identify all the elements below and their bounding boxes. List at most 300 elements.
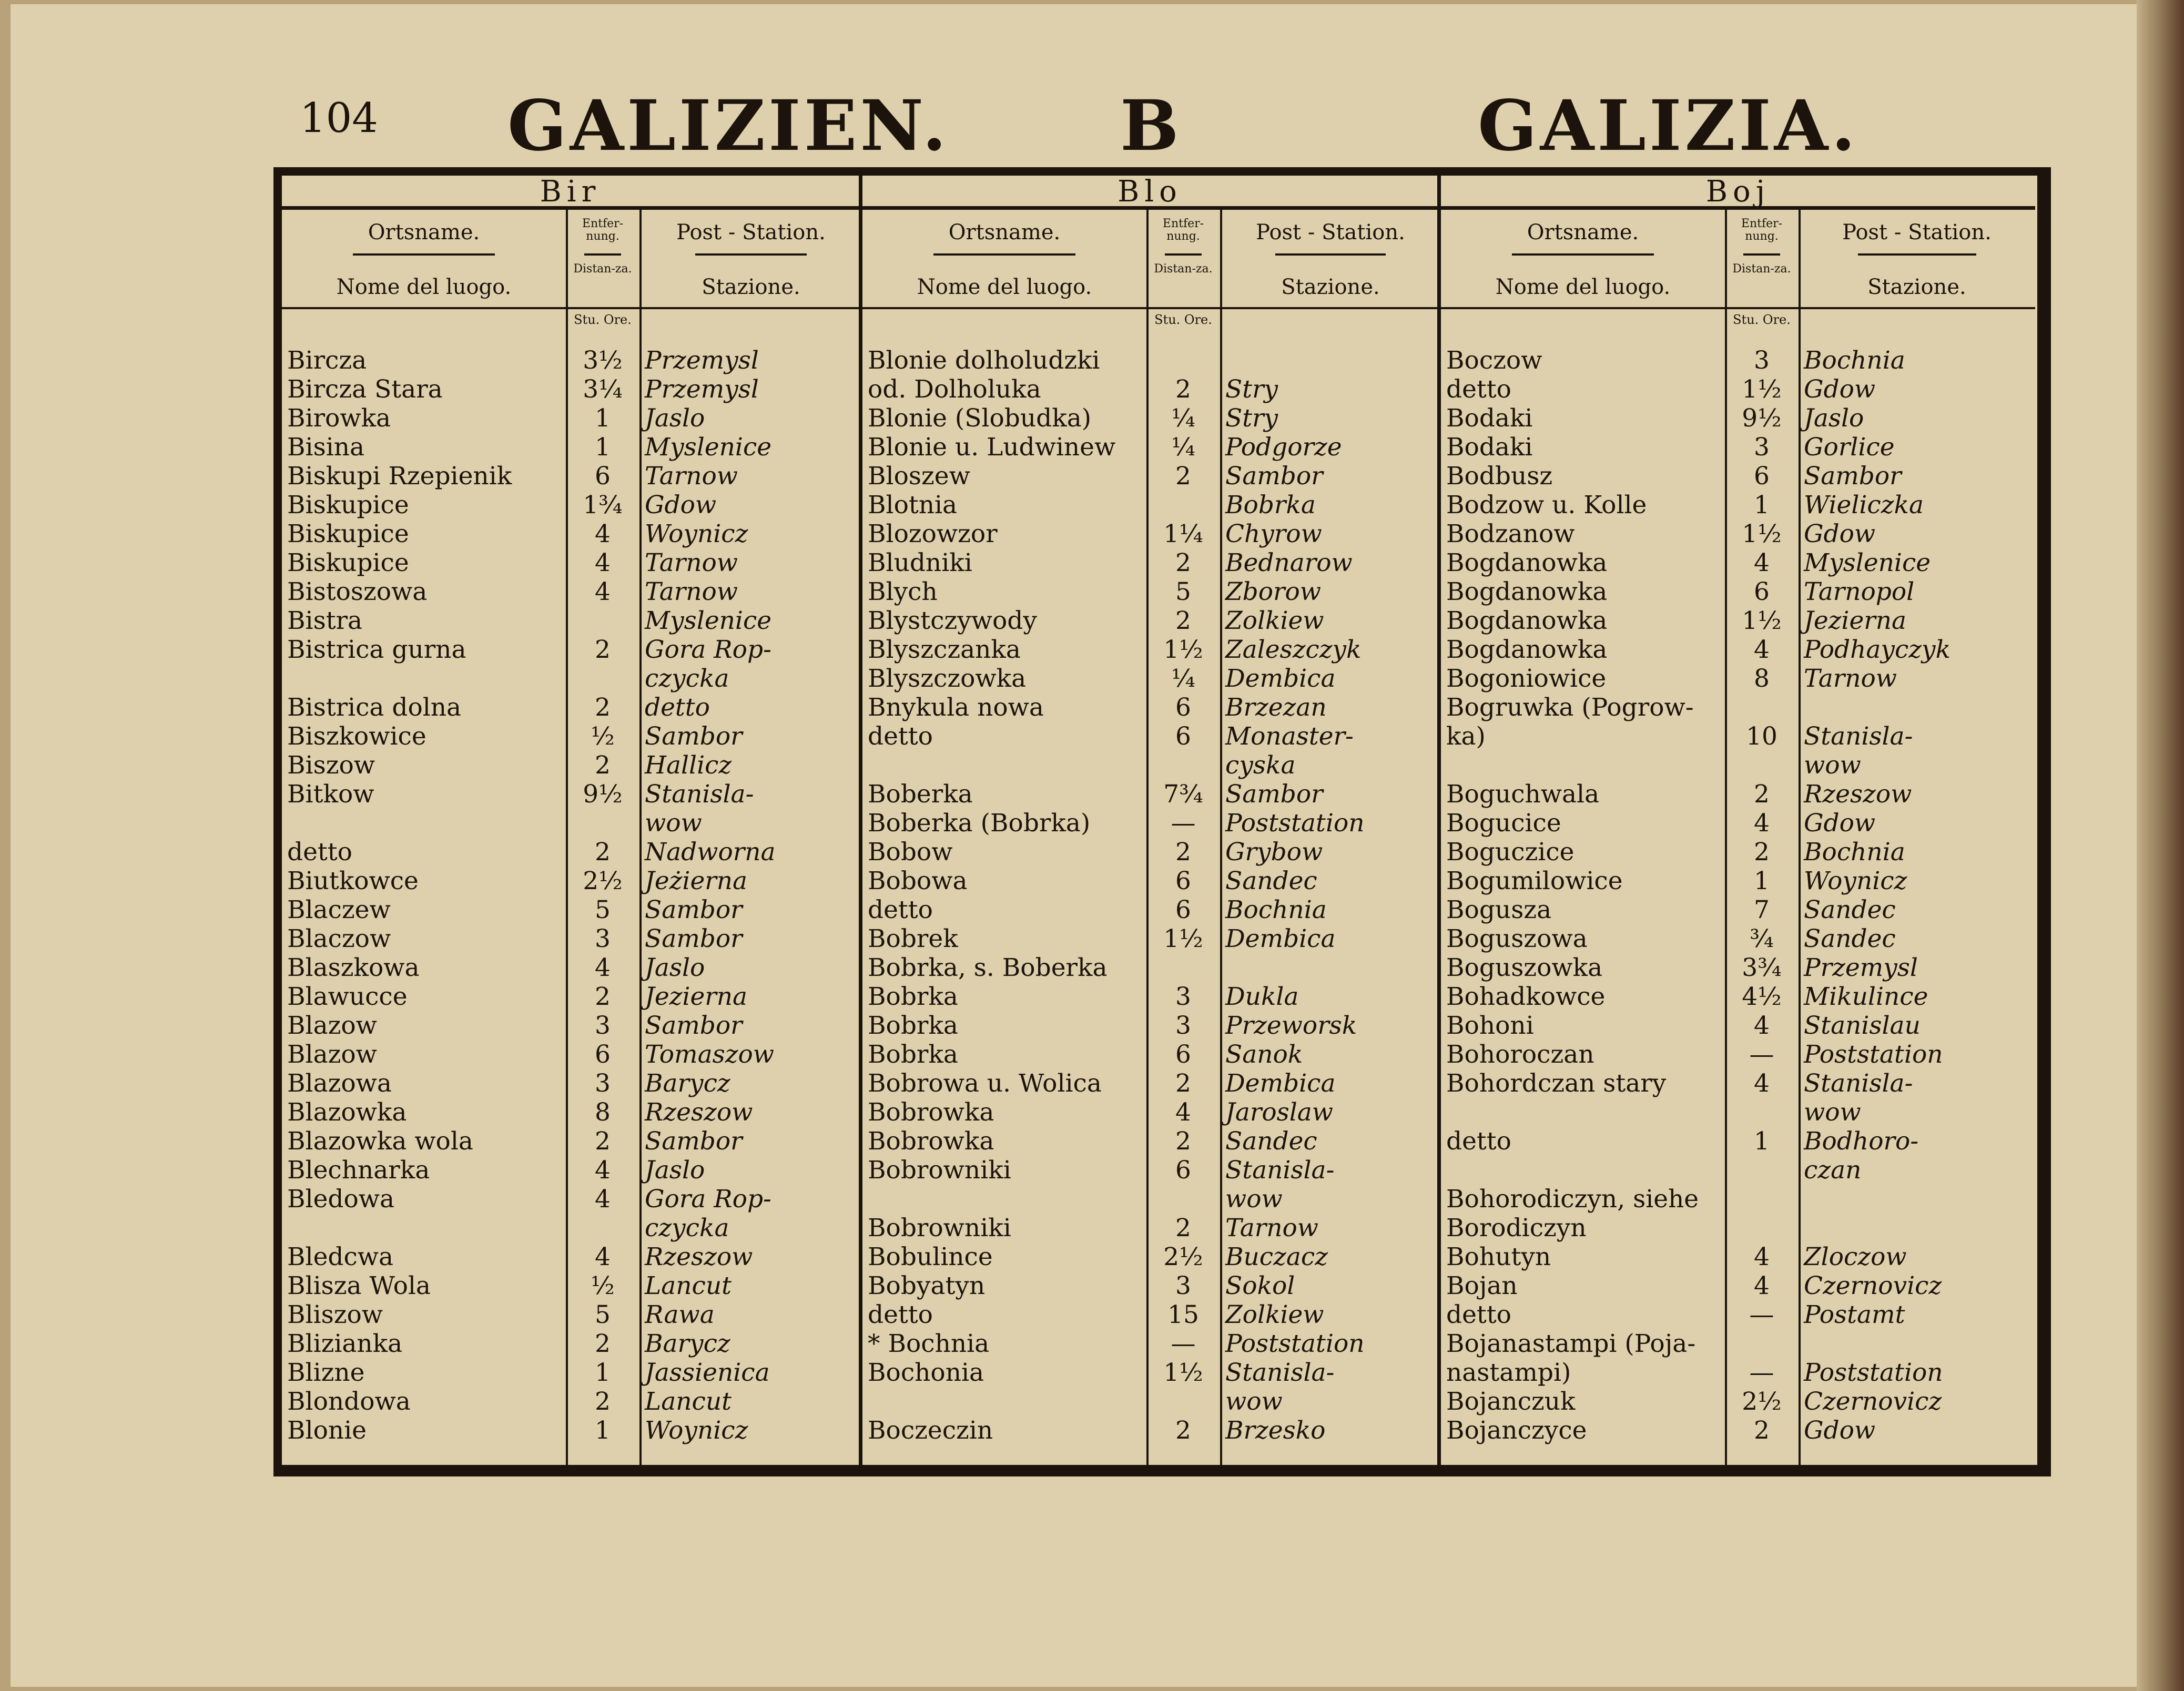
header-rule (1165, 253, 1202, 256)
table-row (862, 519, 1437, 548)
place-name: Bodzow u. Kolle (1446, 491, 1647, 519)
table-row (282, 1185, 859, 1214)
section-0 (282, 167, 862, 1465)
name-column-header-german: Ortsname. (948, 220, 1061, 245)
table-row (1441, 1329, 2035, 1358)
table-row (1441, 606, 2035, 635)
distance-value: 1½ (1742, 375, 1782, 404)
place-name: Bisina (287, 433, 365, 462)
distance-value: 1 (1754, 867, 1770, 895)
distance-value: 2 (1754, 780, 1770, 809)
post-station: Woynicz (645, 519, 748, 548)
distance-value: 3 (1175, 1011, 1191, 1040)
table-row (282, 1011, 859, 1040)
post-station: Sandec (1225, 867, 1317, 895)
place-name: Bohadkowce (1446, 982, 1606, 1011)
name-column-header (1441, 212, 1725, 307)
table-row (1441, 895, 2035, 924)
place-name: Bodaki (1446, 433, 1533, 462)
post-station: Podhayczyk (1804, 635, 1951, 664)
post-station: Barycz (645, 1069, 730, 1098)
place-name: Boguszowka (1446, 953, 1603, 982)
post-station: Sambor (645, 1127, 743, 1156)
table-row (862, 809, 1437, 838)
distance-value: 2 (595, 1387, 611, 1416)
name-column-header-italian: Nome del luogo. (1495, 275, 1671, 299)
table-row (862, 577, 1437, 606)
table-row (282, 375, 859, 404)
section-2 (1441, 167, 2035, 1465)
place-name: Bohordczan stary (1446, 1069, 1667, 1098)
post-station: Poststation (1225, 1329, 1365, 1358)
distance-value: 8 (595, 1098, 611, 1127)
place-name: * Bochnia (868, 1329, 990, 1358)
post-station: Sambor (1225, 462, 1323, 491)
post-station: Jaslo (645, 404, 705, 433)
post-station: Czernovicz (1804, 1271, 1942, 1300)
distance-value: 2 (595, 751, 611, 780)
table-row (282, 1416, 859, 1445)
table-row (1441, 924, 2035, 953)
place-name: Bobrka, s. Boberka (868, 953, 1108, 982)
post-station: wow (1804, 751, 1861, 780)
place-name: Bojanczuk (1446, 1387, 1576, 1416)
table-row (282, 751, 859, 780)
place-name: Biskupi Rzepienik (287, 462, 512, 491)
distance-column-header (1146, 212, 1220, 307)
distance-value: 2 (1175, 1127, 1191, 1156)
post-station: Dembica (1225, 924, 1336, 953)
table-row (282, 1300, 859, 1329)
place-name: Blizne (287, 1358, 365, 1387)
distance-value: 1 (595, 404, 611, 433)
place-name: detto (1446, 1300, 1511, 1329)
place-name: Bojan (1446, 1271, 1518, 1300)
place-name: Blozowzor (868, 519, 998, 548)
post-station: Myslenice (645, 433, 772, 462)
place-name: detto (868, 722, 933, 751)
place-name: Boczow (1446, 346, 1542, 375)
distance-column-header-italian: Distan-za. (1154, 262, 1213, 276)
table-row (1441, 1185, 2035, 1214)
distance-value: ¾ (1750, 924, 1774, 953)
table-row (862, 1271, 1437, 1300)
post-station: Tarnow (645, 577, 738, 606)
distance-value: 4 (595, 519, 611, 548)
table-row (282, 1242, 859, 1271)
place-name: Bircza Stara (287, 375, 443, 404)
table-row (1441, 375, 2035, 404)
place-name: Blazowka (287, 1098, 407, 1127)
place-name: Blaczow (287, 924, 391, 953)
post-station: Woynicz (645, 1416, 748, 1445)
distance-value: 2 (595, 1127, 611, 1156)
header-rule (584, 253, 621, 256)
place-name: Bogdanowka (1446, 577, 1608, 606)
place-name: Blyszczowka (868, 664, 1027, 693)
table-row (862, 375, 1437, 404)
table-row (862, 548, 1437, 577)
post-station: wow (1225, 1185, 1283, 1214)
place-name: Bodbusz (1446, 462, 1553, 491)
distance-value: 2½ (1742, 1387, 1782, 1416)
post-station: Sandec (1804, 895, 1896, 924)
post-station: Dukla (1225, 982, 1299, 1011)
header-rule (1512, 253, 1654, 256)
distance-value: 2 (1175, 1416, 1191, 1445)
place-name: Blechnarka (287, 1156, 430, 1185)
distance-value: 1½ (1742, 519, 1782, 548)
table-row (1441, 1040, 2035, 1069)
table-row (1441, 953, 2035, 982)
post-station: Gdow (645, 491, 717, 519)
distance-value: 6 (1175, 895, 1191, 924)
distance-value: 4 (1754, 1011, 1770, 1040)
page-number: 104 (300, 95, 378, 142)
distance-value: — (1171, 1329, 1196, 1358)
distance-value: 2 (595, 693, 611, 722)
place-name: Blonie (287, 1416, 367, 1445)
table-row (282, 404, 859, 433)
distance-value: 1½ (1163, 924, 1203, 953)
place-name: Blonie (Slobudka) (868, 404, 1092, 433)
table-row (862, 867, 1437, 895)
distance-value: 2 (1175, 1214, 1191, 1242)
station-column-header-german: Post - Station. (1256, 220, 1405, 245)
table-row (862, 346, 1437, 375)
place-name: Boguczice (1446, 838, 1574, 867)
table-row (862, 838, 1437, 867)
post-station: Bednarow (1225, 548, 1353, 577)
distance-value: 4 (1754, 809, 1770, 838)
distance-value: 1½ (1742, 606, 1782, 635)
table-row (282, 462, 859, 491)
post-station: wow (1225, 1387, 1283, 1416)
table-row (282, 1214, 859, 1242)
place-name: Bohoni (1446, 1011, 1534, 1040)
table-row (1441, 1098, 2035, 1127)
post-station: Gdow (1804, 1416, 1876, 1445)
distance-value: 2 (1175, 375, 1191, 404)
table-row (1441, 780, 2035, 809)
distance-value: 1 (595, 1358, 611, 1387)
distance-value: 3 (1754, 433, 1770, 462)
post-station: Tarnow (1225, 1214, 1318, 1242)
place-name: nastampi) (1446, 1358, 1571, 1387)
name-column-header-german: Ortsname. (1527, 220, 1639, 245)
place-name: Blyszczanka (868, 635, 1021, 664)
distance-value: 2 (595, 635, 611, 664)
station-column-header (639, 212, 862, 307)
entry-list (1441, 346, 2035, 1445)
table-row (1441, 1069, 2035, 1098)
post-station: Mikulince (1804, 982, 1928, 1011)
post-station: Myslenice (645, 606, 772, 635)
table-row (282, 1098, 859, 1127)
station-column-header-german: Post - Station. (1842, 220, 1992, 245)
table-row (1441, 1242, 2035, 1271)
distance-value: 10 (1746, 722, 1777, 751)
distance-value: 2 (595, 838, 611, 867)
table-row (862, 491, 1437, 519)
distance-value: 4 (595, 1156, 611, 1185)
place-name: Borodiczyn (1446, 1214, 1587, 1242)
place-name: Bogumilowice (1446, 867, 1623, 895)
distance-value: 4 (1754, 1242, 1770, 1271)
place-name: Boczeczin (868, 1416, 993, 1445)
distance-value: 6 (1754, 462, 1770, 491)
table-row (282, 693, 859, 722)
post-station: Sandec (1804, 924, 1896, 953)
table-row (1441, 1300, 2035, 1329)
distance-value: 3 (595, 1011, 611, 1040)
station-column-header-german: Post - Station. (676, 220, 826, 245)
distance-value: 6 (1175, 722, 1191, 751)
table-row (862, 1214, 1437, 1242)
table-row (1441, 635, 2035, 664)
table-row (862, 1242, 1437, 1271)
table-row (282, 491, 859, 519)
distance-value: ½ (591, 722, 615, 751)
post-station: Sandec (1225, 1127, 1317, 1156)
post-station: Bodhoro- (1804, 1127, 1919, 1156)
distance-value: 2 (1175, 838, 1191, 867)
distance-value: 2 (1754, 1416, 1770, 1445)
table-row (282, 1156, 859, 1185)
distance-value: 1 (1754, 491, 1770, 519)
title-italian: GALIZIA. (1478, 85, 1859, 167)
distance-value: 7 (1754, 895, 1770, 924)
post-station: Brzezan (1225, 693, 1327, 722)
distance-column-header-german: Entfer-nung. (582, 217, 624, 243)
distance-value: 6 (1175, 693, 1191, 722)
table-row (1441, 433, 2035, 462)
section-label: Bir (282, 175, 859, 210)
distance-value: 6 (595, 462, 611, 491)
place-name: Bitkow (287, 780, 374, 809)
post-station: Barycz (645, 1329, 730, 1358)
table-row (862, 1156, 1437, 1185)
table-row (1441, 838, 2035, 867)
table-row (282, 548, 859, 577)
post-station: czycka (645, 1214, 729, 1242)
entry-list (862, 346, 1437, 1445)
distance-value: 5 (595, 895, 611, 924)
place-name: Bogucice (1446, 809, 1561, 838)
table-row (1441, 722, 2035, 751)
table-row (862, 780, 1437, 809)
distance-unit-label: Stu. Ore. (1733, 312, 1791, 327)
header-rule (695, 253, 807, 256)
distance-value: 6 (1754, 577, 1770, 606)
place-name: Bohoroczan (1446, 1040, 1594, 1069)
table-row (862, 1300, 1437, 1329)
place-name: detto (868, 1300, 933, 1329)
place-name: Blystczywody (868, 606, 1037, 635)
post-station: cyska (1225, 751, 1296, 780)
post-station: Sokol (1225, 1271, 1295, 1300)
table-row (862, 433, 1437, 462)
place-name: Bojanastampi (Poja- (1446, 1329, 1696, 1358)
place-name: Blonie u. Ludwinew (868, 433, 1116, 462)
post-station: Przemysl (645, 375, 759, 404)
post-station: Przemysl (645, 346, 759, 375)
post-station: wow (1804, 1098, 1861, 1127)
table-row (282, 1127, 859, 1156)
place-name: Bistrica gurna (287, 635, 466, 664)
post-station: Tarnow (645, 462, 738, 491)
title-german: GALIZIEN. (507, 85, 950, 167)
table-row (862, 693, 1437, 722)
post-station: Sambor (1225, 780, 1323, 809)
post-station: Grybow (1225, 838, 1323, 867)
distance-column-header (566, 212, 639, 307)
header-rule (1275, 253, 1386, 256)
place-name: Bohutyn (1446, 1242, 1551, 1271)
table-row (862, 606, 1437, 635)
place-name: Bojanczyce (1446, 1416, 1587, 1445)
place-name: Biskupice (287, 548, 409, 577)
distance-value: 2 (595, 1329, 611, 1358)
table-row (1441, 1387, 2035, 1416)
table-row (862, 722, 1437, 751)
distance-unit-label: Stu. Ore. (1154, 312, 1212, 327)
place-name: Bobrka (868, 982, 958, 1011)
place-name: Bobrowka (868, 1127, 994, 1156)
post-station: Bochnia (1225, 895, 1327, 924)
place-name: Bohorodiczyn, siehe (1446, 1185, 1699, 1214)
table-row (282, 1271, 859, 1300)
section-letter: B (1120, 85, 1182, 167)
post-station: Sambor (645, 1011, 743, 1040)
table-row (1441, 751, 2035, 780)
table-row (862, 1416, 1437, 1445)
distance-value: 4 (1754, 1271, 1770, 1300)
place-name: Blazowa (287, 1069, 392, 1098)
post-station: Gdow (1804, 809, 1876, 838)
post-station: czan (1804, 1156, 1862, 1185)
post-station: Zolkiew (1225, 606, 1324, 635)
post-station: Rzeszow (1804, 780, 1912, 809)
post-station: Buczacz (1225, 1242, 1328, 1271)
table-row (1441, 1416, 2035, 1445)
post-station: Przemysl (1804, 953, 1918, 982)
table-row (282, 722, 859, 751)
table-row (862, 1098, 1437, 1127)
distance-value: 6 (595, 1040, 611, 1069)
table-row (1441, 1156, 2035, 1185)
table-row (282, 809, 859, 838)
post-station: Sanok (1225, 1040, 1303, 1069)
distance-value: 5 (1175, 577, 1191, 606)
place-name: Blazow (287, 1040, 377, 1069)
table-row (1441, 577, 2035, 606)
place-name: Blazow (287, 1011, 377, 1040)
table-row (862, 635, 1437, 664)
place-name: Biszkowice (287, 722, 426, 751)
distance-column-header-german: Entfer-nung. (1741, 217, 1783, 243)
header-divider (1441, 307, 2035, 309)
table-row (862, 751, 1437, 780)
place-name: Bobrek (868, 924, 958, 953)
distance-value: 3 (595, 1069, 611, 1098)
place-name: Bodaki (1446, 404, 1533, 433)
station-column-header-italian: Stazione. (1281, 275, 1380, 299)
table-row (1441, 664, 2035, 693)
table-row (1441, 462, 2035, 491)
distance-value: — (1749, 1300, 1774, 1329)
post-station: Bochnia (1804, 838, 1905, 867)
table-row (1441, 1358, 2035, 1387)
distance-value: 4 (1754, 548, 1770, 577)
distance-value: 4½ (1742, 982, 1782, 1011)
section-1 (862, 167, 1441, 1465)
place-name: Blondowa (287, 1387, 411, 1416)
header-rule (353, 253, 495, 256)
place-name: Blych (868, 577, 938, 606)
table-row (282, 838, 859, 867)
post-station: czycka (645, 664, 729, 693)
post-station: Nadworna (645, 838, 776, 867)
table-row (1441, 809, 2035, 838)
table-row (282, 635, 859, 664)
place-name: detto (868, 895, 933, 924)
post-station: Gdow (1804, 519, 1876, 548)
post-station: Czernovicz (1804, 1387, 1942, 1416)
place-name: Boguchwala (1446, 780, 1600, 809)
post-station: Gorlice (1804, 433, 1895, 462)
post-station: Rzeszow (645, 1242, 753, 1271)
place-name: detto (287, 838, 352, 867)
post-station: Sambor (645, 722, 743, 751)
table-row (1441, 491, 2035, 519)
post-station: Lancut (645, 1271, 732, 1300)
post-station: Wieliczka (1804, 491, 1924, 519)
book-spine (2137, 0, 2184, 1691)
header-divider (862, 307, 1437, 309)
post-station: Zborow (1225, 577, 1322, 606)
post-station: Myslenice (1804, 548, 1931, 577)
post-station: Poststation (1804, 1358, 1943, 1387)
place-name: Bliszow (287, 1300, 383, 1329)
post-station: Gora Rop- (645, 1185, 771, 1214)
table-row (1441, 1214, 2035, 1242)
distance-value: 1½ (1163, 635, 1203, 664)
place-name: Bobrowniki (868, 1214, 1011, 1242)
post-station: Sambor (645, 924, 743, 953)
table-row (282, 1387, 859, 1416)
post-station: Chyrow (1225, 519, 1322, 548)
distance-value: 2 (1175, 1069, 1191, 1098)
post-station: Brzesko (1225, 1416, 1326, 1445)
distance-value: 2 (1175, 606, 1191, 635)
place-name: Bogoniowice (1446, 664, 1607, 693)
table-row (282, 1069, 859, 1098)
place-name: Bogruwka (Pogrow- (1446, 693, 1694, 722)
place-name: Bobrka (868, 1040, 958, 1069)
place-name: Birowka (287, 404, 391, 433)
place-name: Biskupice (287, 519, 409, 548)
distance-value: 9½ (1742, 404, 1782, 433)
post-station: Zaleszczyk (1225, 635, 1362, 664)
post-station: Woynicz (1804, 867, 1907, 895)
place-name: Bogdanowka (1446, 548, 1608, 577)
place-name: Bochonia (868, 1358, 984, 1387)
distance-unit-label: Stu. Ore. (574, 312, 632, 327)
post-station: Rawa (645, 1300, 715, 1329)
distance-value: 9½ (583, 780, 623, 809)
table-row (282, 780, 859, 809)
